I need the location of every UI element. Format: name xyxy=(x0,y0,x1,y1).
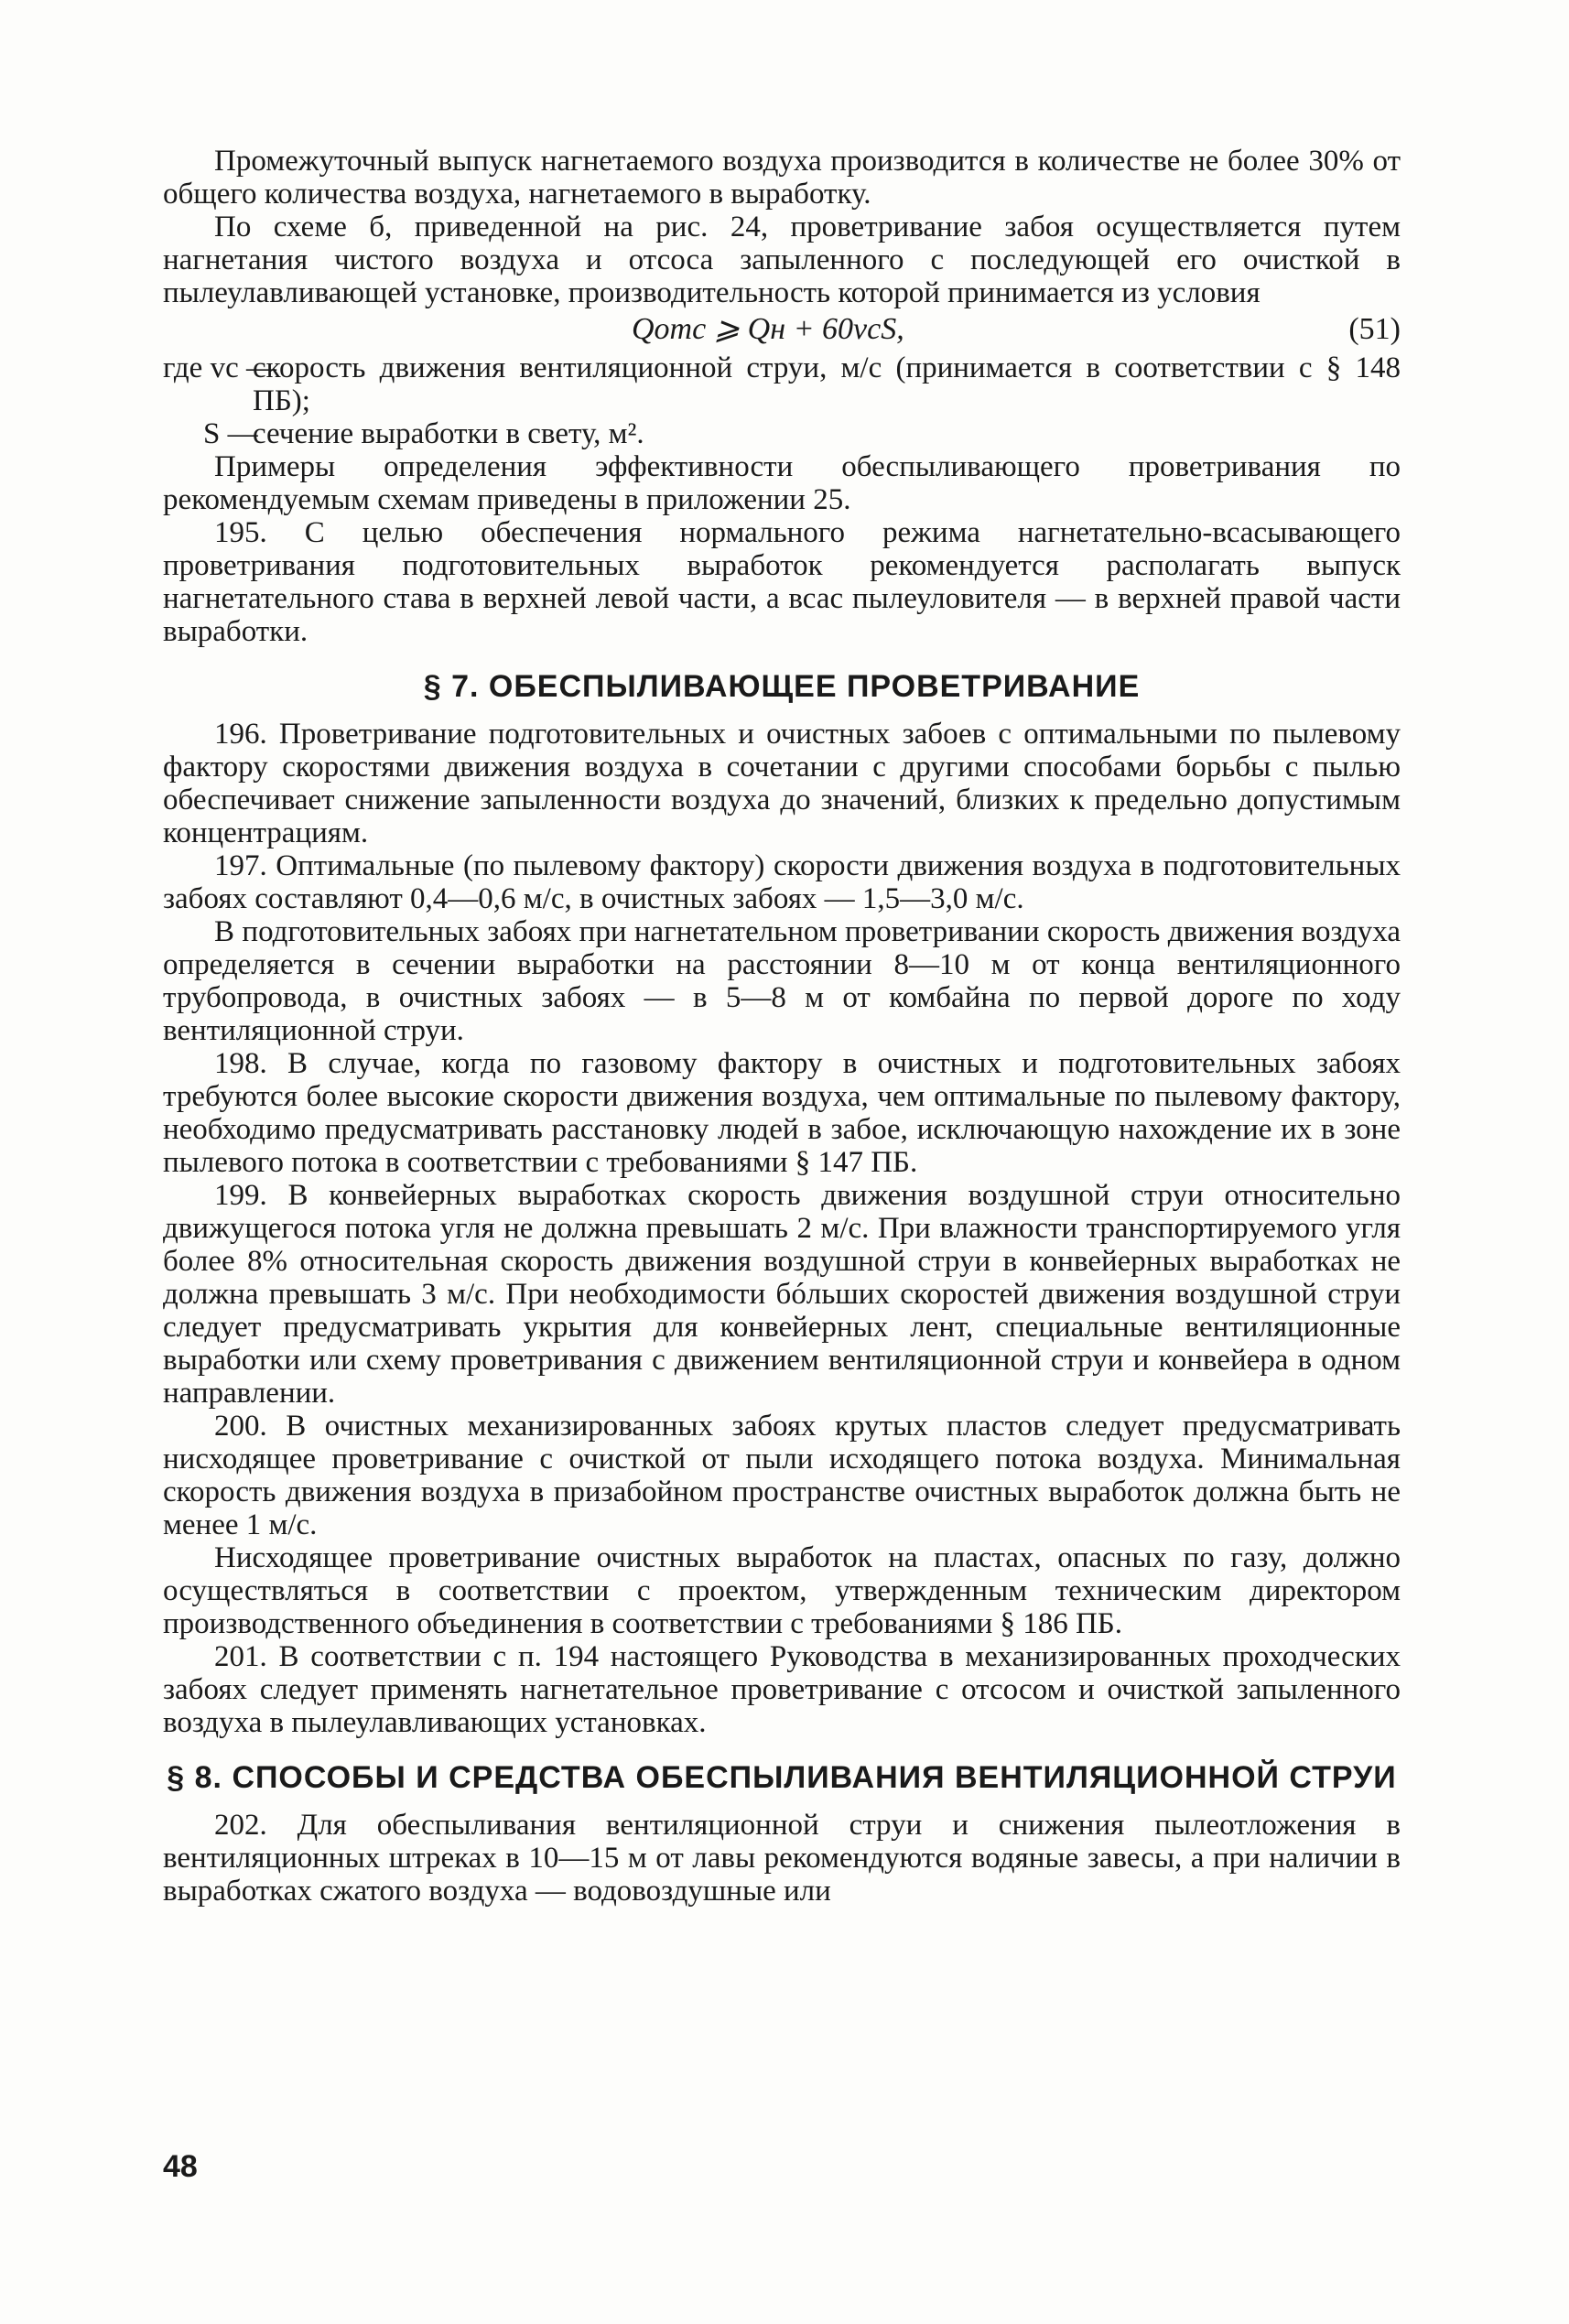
formula-number: (51) xyxy=(1348,312,1401,346)
paragraph-201: 201. В соответствии с п. 194 настоящего Руководства в механизированных проходческих забоях следует применять нагнетательное проветривание с отсосом и очисткой запыленного воздуха в пылеулавливающих установках. xyxy=(163,1640,1401,1739)
definition-row xyxy=(163,417,1401,450)
paragraph-202: 202. Для обеспыливания вентиляционной струи и снижения пылеотложения в вентиляционных штреках в 10—15 м от лавы рекомендуются водяные завесы, а при наличии в выработках сжатого воздуха — водовоздушные или xyxy=(163,1809,1401,1908)
formula-definitions xyxy=(163,351,1401,450)
definition-text: сечение выработки в свету, м². xyxy=(253,417,644,450)
formula-expression: Qотс ⩾ Qн + 60vcS, xyxy=(632,312,904,346)
definition-row xyxy=(163,351,1401,417)
paragraph-scheme-b: По схеме б, приведенной на рис. 24, проветривание забоя осуществляется путем нагнетания чистого воздуха и отсоса запыленного с последующей его очисткой в пылеулавливающей установке, производительность которой принимается из условия xyxy=(163,211,1401,309)
paragraph-197: 197. Оптимальные (по пылевому фактору) скорости движения воздуха в подготовительных забоях составляют 0,4—0,6 м/с, в очистных забоях — 1,5—3,0 м/с. xyxy=(163,849,1401,915)
definition-symbol: где vc — xyxy=(163,351,276,384)
page-number: 48 xyxy=(163,2149,198,2184)
paragraph-197-continued: В подготовительных забоях при нагнетательном проветривании скорость движения воздуха определяется в сечении выработки на расстоянии 8—10 м от конца вентиляционного трубопровода, в очистных забоях — в 5—8 м от комбайна по первой дороге по ходу вентиляционной струи. xyxy=(163,915,1401,1047)
definition-text: скорость движения вентиляционной струи, м/с (принимается в соответствии с § 148 ПБ); xyxy=(253,351,1401,417)
paragraph-200: 200. В очистных механизированных забоях крутых пластов следует предусматривать нисходящее проветривание с очисткой от пыли исходящего потока воздуха. Минимальная скорость движения воздуха в призабойном пространстве очистных выработок должна быть не менее 1 м/с. xyxy=(163,1410,1401,1541)
definition-symbol: S — xyxy=(203,417,258,450)
paragraph-196: 196. Проветривание подготовительных и очистных забоев с оптимальными по пылевому фактору скоростями движения воздуха в сочетании с другими способами борьбы с пылью обеспечивает снижение запыленности воздуха до значений, близких к предельно допустимым концентрациям. xyxy=(163,718,1401,849)
text-column xyxy=(163,145,1401,1908)
section-heading-7: § 7. ОБЕСПЫЛИВАЮЩЕЕ ПРОВЕТРИВАНИЕ xyxy=(423,669,1141,704)
section-heading-8: § 8. СПОСОБЫ И СРЕДСТВА ОБЕСПЫЛИВАНИЯ ВЕНТИЛЯЦИОННОЙ СТРУИ xyxy=(167,1760,1397,1795)
paragraph-intermediate-release: Промежуточный выпуск нагнетаемого воздуха производится в количестве не более 30% от общего количества воздуха, нагнетаемого в выработку. xyxy=(163,145,1401,211)
paragraph-195: 195. С целью обеспечения нормального режима нагнетательно-всасывающего проветривания подготовительных выработок рекомендуется располагать выпуск нагнетательного става в верхней левой части, а всас пылеуловителя — в верхней правой части выработки. xyxy=(163,516,1401,648)
formula-51 xyxy=(163,309,1401,350)
paragraph-199: 199. В конвейерных выработках скорость движения воздушной струи относительно движущегося потока угля не должна превышать 2 м/с. При влажности транспортируемого угля более 8% относительная скорость движения воздушной струи в конвейерных выработках не должна превышать 3 м/с. При необходимости бóльших скоростей движения воздушной струи следует предусматривать укрытия для конвейерных лент, специальные вентиляционные выработки или схему проветривания с движением вентиляционной струи и конвейера в одном направлении. xyxy=(163,1179,1401,1410)
paragraph-200-continued: Нисходящее проветривание очистных выработок на пластах, опасных по газу, должно осуществляться в соответствии с проектом, утвержденным техническим директором производственного объединения в соответствии с требованиями § 186 ПБ. xyxy=(163,1541,1401,1640)
paragraph-198: 198. В случае, когда по газовому фактору в очистных и подготовительных забоях требуются более высокие скорости движения воздуха, чем оптимальные по пылевому фактору, необходимо предусматривать расстановку людей в забое, исключающую нахождение их в зоне пылевого потока в соответствии с требованиями § 147 ПБ. xyxy=(163,1047,1401,1179)
paragraph-examples: Примеры определения эффективности обеспыливающего проветривания по рекомендуемым схемам приведены в приложении 25. xyxy=(163,450,1401,516)
